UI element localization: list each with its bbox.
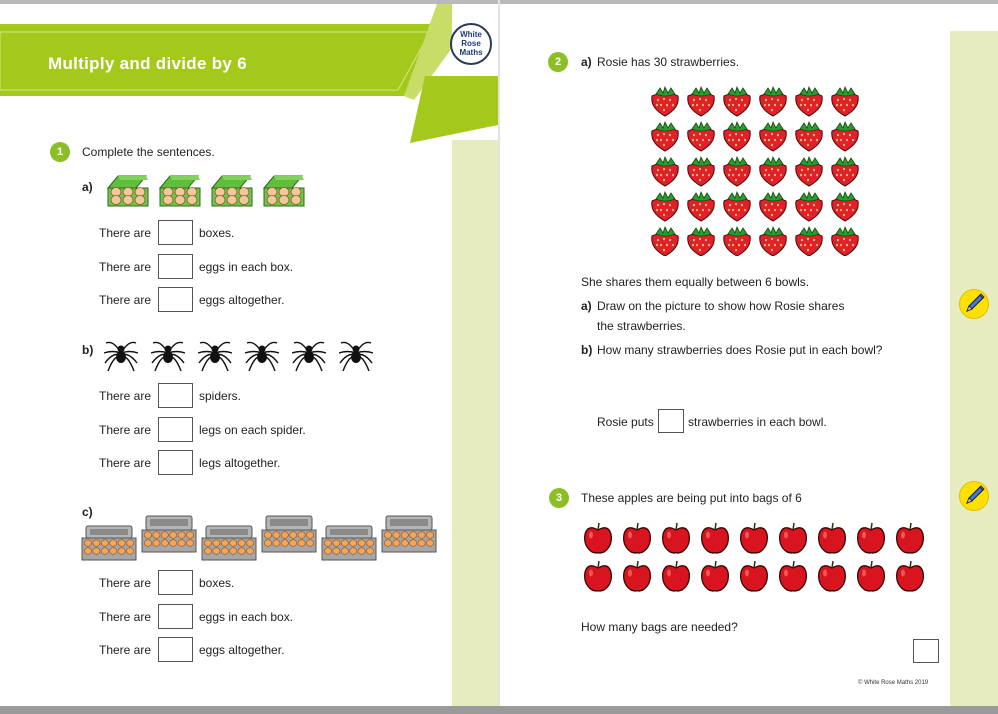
q1b-answer-box-1[interactable] <box>158 383 193 408</box>
apple-grid <box>582 522 932 594</box>
q2-answer-post: strawberries in each bowl. <box>688 415 827 429</box>
white-rose-maths-logo <box>450 23 492 65</box>
strawberry-icon <box>760 87 786 116</box>
apple-icon <box>702 561 729 591</box>
strawberry-icon <box>796 227 822 256</box>
part-1c-label: c) <box>82 505 93 519</box>
copyright-text: © White Rose Maths 2019 <box>858 680 929 686</box>
strawberry-icon <box>796 87 822 116</box>
q1c-line1-post: boxes. <box>199 576 235 590</box>
q1b-line2-post: legs on each spider. <box>199 423 306 437</box>
egg-tray-row <box>80 514 440 567</box>
apple-icon <box>780 523 807 553</box>
q1a-answer-box-1[interactable] <box>158 220 193 245</box>
question-1-badge: 1 <box>50 142 70 162</box>
strawberry-icon <box>688 227 714 256</box>
question-1-prompt: Complete the sentences. <box>82 145 215 159</box>
egg-tray-icon <box>140 514 198 562</box>
q1a-line2-pre: There are <box>99 260 152 274</box>
apple-icon <box>780 561 807 591</box>
strawberry-icon <box>760 157 786 186</box>
strawberry-icon <box>832 227 858 256</box>
q1b-line3-post: legs altogether. <box>199 456 281 470</box>
strawberry-icon <box>724 192 750 221</box>
q1a-line1-pre: There are <box>99 226 152 240</box>
strawberry-icon <box>832 192 858 221</box>
apple-icon <box>897 561 924 591</box>
apple-icon <box>663 561 690 591</box>
question-2-intro: Rosie has 30 strawberries. <box>597 55 740 69</box>
apple-icon <box>858 523 885 553</box>
q1c-line2-pre: There are <box>99 610 152 624</box>
strawberry-icon <box>688 192 714 221</box>
egg-box-icon <box>156 172 204 212</box>
egg-tray-icon <box>320 514 378 562</box>
spider-icon <box>292 335 326 375</box>
spider-icon <box>151 335 185 375</box>
question-2-badge: 2 <box>548 52 568 72</box>
q2-sub-a-line1: Draw on the picture to show how Rosie shares <box>597 299 845 313</box>
apple-grid-svg <box>582 522 932 594</box>
q1a-line1-post: boxes. <box>199 226 235 240</box>
q1c-answer-box-2[interactable] <box>158 604 193 629</box>
q1b-line1-post: spiders. <box>199 389 242 403</box>
strawberry-icon <box>652 122 678 151</box>
q2-sub-a-line2: the strawberries. <box>597 319 686 333</box>
q1a-answer-box-2[interactable] <box>158 254 193 279</box>
q1b-answer-box-3[interactable] <box>158 450 193 475</box>
strawberry-icon <box>832 157 858 186</box>
logo-text-line-2: Rose <box>461 39 481 48</box>
q1a-line3-pre: There are <box>99 293 152 307</box>
spider-icon <box>198 335 232 375</box>
q1b-line2-pre: There are <box>99 423 152 437</box>
strawberry-icon <box>688 87 714 116</box>
logo-text-line-3: Maths <box>459 48 483 57</box>
strawberry-icon <box>688 122 714 151</box>
logo-text-line-1: White <box>460 30 482 39</box>
strawberry-icon <box>760 227 786 256</box>
q2-sub-b-label: b) <box>581 343 593 357</box>
question-3-question: How many bags are needed? <box>581 620 738 634</box>
strawberry-icon <box>724 227 750 256</box>
apple-icon <box>624 523 651 553</box>
question-3-badge: 3 <box>549 488 569 508</box>
strawberry-grid-svg[interactable] <box>648 86 868 256</box>
spider-row <box>104 335 386 380</box>
q1a-answer-box-3[interactable] <box>158 287 193 312</box>
question-3-prompt: These apples are being put into bags of 6 <box>581 491 802 505</box>
apple-icon <box>663 523 690 553</box>
strawberry-icon <box>652 192 678 221</box>
apple-icon <box>858 561 885 591</box>
egg-tray-icon <box>80 514 138 562</box>
egg-tray-icon <box>200 514 258 562</box>
apple-icon <box>585 561 612 591</box>
strawberry-icon <box>760 192 786 221</box>
q1b-line1-pre: There are <box>99 389 152 403</box>
apple-icon <box>897 523 924 553</box>
q2-answer-box[interactable] <box>658 409 684 433</box>
q1c-line2-post: eggs in each box. <box>199 610 294 624</box>
q1b-line3-pre: There are <box>99 456 152 470</box>
q1b-answer-box-2[interactable] <box>158 417 193 442</box>
apple-icon <box>819 561 846 591</box>
strawberry-icon <box>796 122 822 151</box>
q1c-line1-pre: There are <box>99 576 152 590</box>
apple-icon <box>819 523 846 553</box>
strawberry-icon <box>688 157 714 186</box>
egg-box-icon <box>104 172 152 212</box>
q1c-answer-box-1[interactable] <box>158 570 193 595</box>
bottom-border <box>0 706 998 714</box>
apple-icon <box>702 523 729 553</box>
part-1b-label: b) <box>82 343 94 357</box>
part-1a-label: a) <box>82 180 93 194</box>
q1a-line3-post: eggs altogether. <box>199 293 285 307</box>
q2-answer-pre: Rosie puts <box>597 415 654 429</box>
apple-icon <box>741 561 768 591</box>
strawberry-icon <box>832 87 858 116</box>
egg-tray-icon <box>260 514 318 562</box>
spider-icon <box>104 335 138 375</box>
page-title: Multiply and divide by 6 <box>48 54 247 73</box>
strawberry-icon <box>832 122 858 151</box>
q1c-line3-post: eggs altogether. <box>199 643 285 657</box>
question-2-part-label: a) <box>581 55 592 69</box>
apple-icon <box>741 523 768 553</box>
egg-box-icon <box>260 172 308 212</box>
apple-icon <box>624 561 651 591</box>
left-page-side-strip <box>452 140 498 706</box>
q2-sub-b-question: How many strawberries does Rosie put in each bowl? <box>597 343 883 357</box>
egg-box-icon <box>208 172 256 212</box>
strawberry-icon <box>760 122 786 151</box>
q3-answer-box[interactable] <box>913 639 939 663</box>
right-page-side-strip <box>950 31 998 706</box>
spider-icon <box>339 335 373 375</box>
strawberry-icon <box>652 227 678 256</box>
pencil-icon <box>959 289 989 319</box>
egg-tray-icon <box>380 514 438 562</box>
q1c-answer-box-3[interactable] <box>158 637 193 662</box>
q1a-line2-post: eggs in each box. <box>199 260 294 274</box>
egg-box-row <box>104 172 312 217</box>
question-2-share-text: She shares them equally between 6 bowls. <box>581 275 810 289</box>
spider-icon <box>245 335 279 375</box>
strawberry-icon <box>652 157 678 186</box>
strawberry-icon <box>652 87 678 116</box>
strawberry-icon <box>724 157 750 186</box>
strawberry-icon <box>724 122 750 151</box>
strawberry-grid[interactable] <box>648 86 868 256</box>
strawberry-icon <box>796 192 822 221</box>
q1c-line3-pre: There are <box>99 643 152 657</box>
pencil-icon <box>959 481 989 511</box>
apple-icon <box>585 523 612 553</box>
strawberry-icon <box>796 157 822 186</box>
strawberry-icon <box>724 87 750 116</box>
q2-sub-a-label: a) <box>581 299 592 313</box>
